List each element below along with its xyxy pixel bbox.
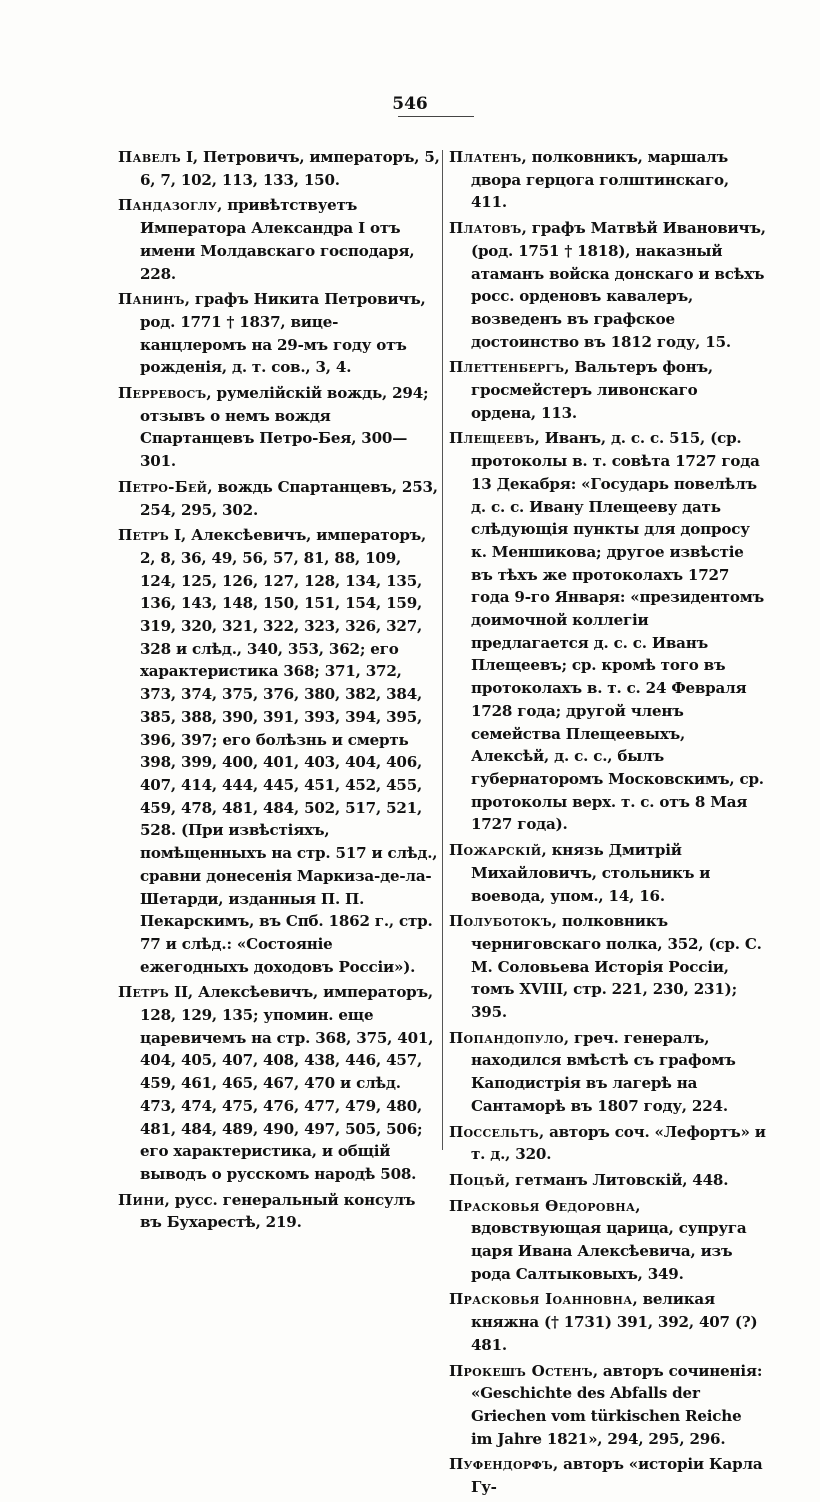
entry-headword: Прасковья Іоанновна [449, 1290, 633, 1309]
entry-headword: Панинъ [118, 290, 185, 309]
entry-headword: Попандопуло [449, 1028, 564, 1047]
column-divider [442, 150, 443, 1150]
index-entry [449, 839, 767, 907]
entry-headword: Петро-Бей [118, 477, 208, 496]
entry-text: , авторъ «исторіи Карла Гу- [471, 1455, 763, 1497]
entry-headword: Перревосъ [118, 384, 207, 403]
page-number-rule [398, 116, 474, 117]
entry-text: , графъ Никита Петровичъ, род. 1771 † 1837, вице-канцлеромъ на 29-мъ году отъ рожденія, д. т. сов., 3, 4. [140, 290, 426, 377]
index-entry [449, 910, 767, 1024]
entry-text: , гетманъ Литовскій, 448. [505, 1170, 729, 1189]
index-entry [118, 524, 440, 978]
entry-text: , греч. генералъ, находился вмѣстѣ съ графомъ Каподистрія въ лагерѣ на Сантаморѣ въ 1807 году, 224. [471, 1028, 736, 1115]
entry-text: , Иванъ, д. с. с. 515, (ср. протоколы в. т. совѣта 1727 года 13 Декабря: «Государь повелѣлъ д. с. с. Ивану Плещееву дать слѣдующія пункты для допросу к. Меншикова; другое извѣстіе въ тѣхъ же протоколахъ 1727 года 9-го Января: «президентомъ доимочной коллегіи предлагается д. с. с. Иванъ Плещеевъ; ср. кромѣ того въ протоколахъ в. т. с. 24 Февраля 1728 года; другой членъ семейства Плещеевыхъ, Алексѣй, д. с. с., былъ губернаторомъ Московскимъ, ср. протоколы верх. т. с. отъ 8 Мая 1727 года). [471, 429, 764, 834]
index-entry [449, 1360, 767, 1451]
entry-headword: Прокешъ Остенъ [449, 1361, 593, 1380]
entry-text: , великая княжна († 1731) 391, 392, 407 (?) 481. [471, 1290, 758, 1354]
entry-headword: Пожарскій [449, 841, 542, 860]
index-entry [449, 217, 767, 353]
entry-text: , авторъ сочиненія: «Geschichte des Abfalls der Griechen vom türkischen Reiche im Jahre 1821», 294, 295, 296. [471, 1361, 763, 1448]
entry-text: , русс. генеральный консулъ въ Бухарестѣ, 219. [140, 1190, 416, 1232]
index-entry [118, 981, 440, 1185]
index-entry [449, 1453, 767, 1498]
index-entry [449, 427, 767, 836]
index-entry [118, 382, 440, 473]
entry-headword: Плещеевъ [449, 429, 535, 448]
index-entry [118, 146, 440, 191]
index-entry [118, 1189, 440, 1234]
page-number: 546 [392, 94, 428, 114]
index-entry [449, 1288, 767, 1356]
index-entry [118, 476, 440, 521]
entry-text: , князь Дмитрій Михайловичъ, стольникъ и воевода, упом., 14, 16. [471, 841, 711, 905]
entry-text: , вождь Спартанцевъ, 253, 254, 295, 302. [140, 477, 438, 519]
entry-headword: Поцѣй [449, 1170, 506, 1189]
entry-text: II, Алексѣевичъ, императоръ, 128, 129, 135; упомин. еще царевичемъ на стр. 368, 375, 401, 404, 405, 407, 408, 438, 446, 457, 459, 461, 465, 467, 470 и слѣд. 473, 474, 475, 476, 477, 479, 480, 481, 484, 489, 490, 497, 505, 506; его характеристика, и общій выводъ о русскомъ народѣ 508. [140, 983, 434, 1183]
entry-text: I, Петровичъ, императоръ, 5, 6, 7, 102, 113, 133, 150. [140, 148, 440, 189]
entry-text: I, Алексѣевичъ, императоръ, 2, 8, 36, 49, 56, 57, 81, 88, 109, 124, 125, 126, 127, 128, 134, 135, 136, 143, 148, 150, 151, 154, 159, 319, 320, 321, 322, 323, 326, 327, 328 и слѣд., 340, 353, 362; его характеристика 368; 371, 372, 373, 374, 375, 376, 380, 382, 384, 385, 388, 390, 391, 393, 394, 395, 396, 397; его болѣзнь и смерть 398, 399, 400, 401, 403, 404, 406, 407, 414, 444, 445, 451, 452, 455, 459, 478, 481, 484, 502, 517, 521, 528. (При извѣстіяхъ, помѣщенныхъ на стр. 517 и слѣд., сравни донесенія Маркиза-де-ла-Шетарди, изданныя П. П. Пекарскимъ, въ Спб. 1862 г., стр. 77 и слѣд.: «Состояніе ежегодныхъ доходовъ Россіи»). [140, 526, 438, 976]
right-column [449, 146, 767, 1502]
entry-headword: Прасковья Ѳедоровна [449, 1196, 636, 1215]
entry-headword: Пуфендорфъ [449, 1455, 553, 1474]
entry-text: , авторъ соч. «Лефортъ» и т. д., 320. [471, 1122, 766, 1164]
index-entry [449, 356, 767, 424]
index-entry [118, 194, 440, 285]
entry-headword: Платенъ [449, 148, 522, 166]
index-entry [449, 1195, 767, 1286]
index-entry [449, 1027, 767, 1118]
entry-headword: Поссельтъ [449, 1122, 539, 1141]
entry-headword: Пини [118, 1190, 165, 1209]
entry-headword: Павелъ [118, 148, 181, 166]
entry-text: , полковникъ черниговскаго полка, 352, (ср. С. М. Соловьева Исторія Россіи, томъ XVIII, стр. 221, 230, 231); 395. [471, 912, 762, 1022]
left-column [118, 146, 440, 1237]
entry-text: , графъ Матвѣй Ивановичъ, (род. 1751 † 1818), наказный атаманъ войска донскаго и всѣхъ росс. орденовъ кавалеръ, возведенъ въ графское достоинство въ 1812 году, 15. [471, 219, 766, 351]
entry-headword: Полуботокъ [449, 912, 552, 931]
entry-headword: Плеттенбергъ [449, 358, 565, 377]
index-entry [449, 1121, 767, 1166]
entry-headword: Платовъ [449, 219, 522, 238]
index-entry [449, 1169, 767, 1192]
entry-headword: Пандазоглу [118, 196, 218, 215]
entry-headword: Петръ [118, 983, 170, 1002]
index-entry [118, 288, 440, 379]
entry-text: , румелійскій вождь, 294; отзывъ о немъ вождя Спартанцевъ Петро-Бея, 300—301. [140, 384, 429, 471]
entry-text: , полковникъ, маршалъ двора герцога голштинскаго, 411. [471, 148, 729, 212]
entry-headword: Петръ [118, 526, 170, 545]
index-entry [449, 146, 767, 214]
entry-text: , Вальтеръ фонъ, гросмейстеръ ливонскаго ордена, 113. [471, 358, 713, 422]
entry-text: , вдовствующая царица, супруга царя Ивана Алексѣевича, изъ рода Салтыковыхъ, 349. [471, 1196, 747, 1283]
entry-text: , привѣтствуетъ Императора Александра I отъ имени Молдавскаго господаря, 228. [140, 196, 415, 283]
